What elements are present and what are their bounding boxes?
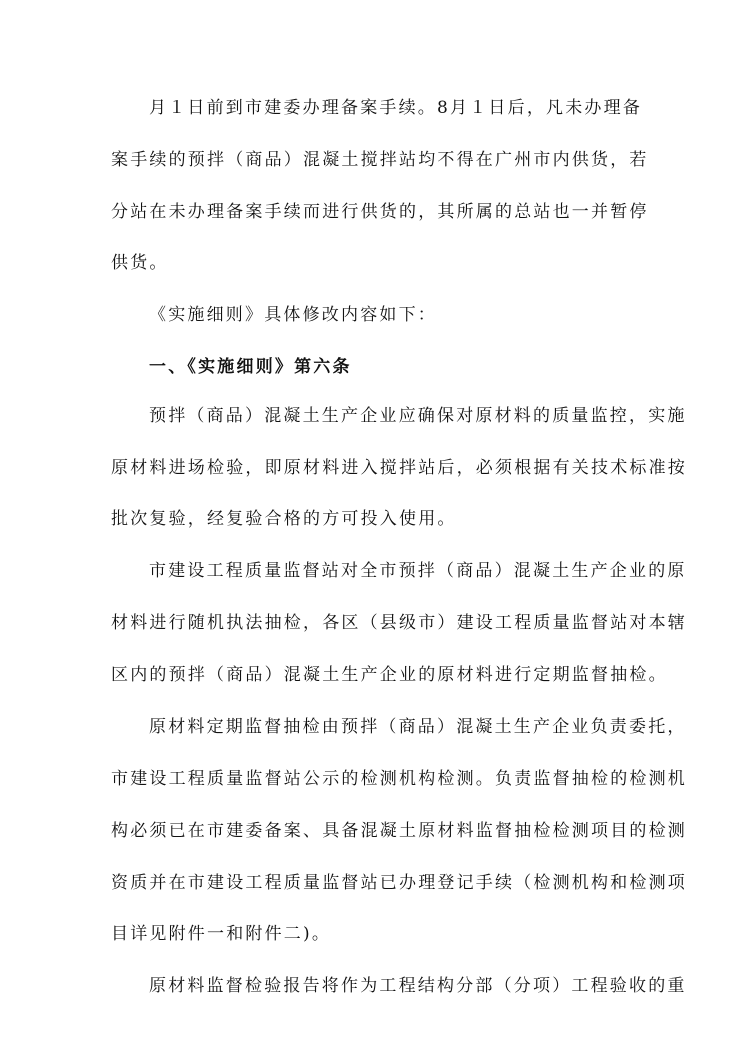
paragraph-3-line-1: 市建设工程质量监督站对全市预拌（商品）混凝土生产企业的原 xyxy=(149,561,687,581)
paragraph-3-line-3: 区内的预拌（商品）混凝土生产企业的原材料进行定期监督抽检。 xyxy=(111,665,668,685)
paragraph-4-line-2: 市建设工程质量监督站公示的检测机构检测。负责监督抽检的检测机 xyxy=(111,769,687,789)
paragraph-2-line-2: 原材料进场检验，即原材料进入搅拌站后，必须根据有关技术标准按 xyxy=(111,458,687,478)
paragraph-4-line-4: 资质并在市建设工程质量监督站已办理登记手续（检测机构和检测项 xyxy=(111,873,687,893)
intro-line: 《实施细则》具体修改内容如下： xyxy=(149,305,437,325)
paragraph-1-line-3: 分站在未办理备案手续而进行供货的，其所属的总站也一并暂停 xyxy=(111,202,649,222)
paragraph-4-line-3: 构必须已在市建委备案、具备混凝土原材料监督抽检检测项目的检测 xyxy=(111,821,687,841)
section-heading: 一、《实施细则》第六条 xyxy=(149,357,352,377)
paragraph-1-line-1: 月１日前到市建委办理备案手续。8月１日后，凡未办理备 xyxy=(149,98,643,118)
paragraph-1-line-4: 供货。 xyxy=(111,253,169,273)
paragraph-1-line-2: 案手续的预拌（商品）混凝土搅拌站均不得在广州市内供货，若 xyxy=(111,150,649,170)
paragraph-3-line-2: 材料进行随机执法抽检，各区（县级市）建设工程质量监督站对本辖 xyxy=(111,613,687,633)
paragraph-4-line-5: 目详见附件一和附件二)。 xyxy=(111,924,332,944)
paragraph-2-line-3: 批次复验，经复验合格的方可投入使用。 xyxy=(111,509,457,529)
paragraph-5-line-1: 原材料监督检验报告将作为工程结构分部（分项）工程验收的重 xyxy=(149,976,687,996)
paragraph-4-line-1: 原材料定期监督抽检由预拌（商品）混凝土生产企业负责委托， xyxy=(149,717,687,737)
paragraph-2-line-1: 预拌（商品）混凝土生产企业应确保对原材料的质量监控，实施 xyxy=(149,406,687,426)
